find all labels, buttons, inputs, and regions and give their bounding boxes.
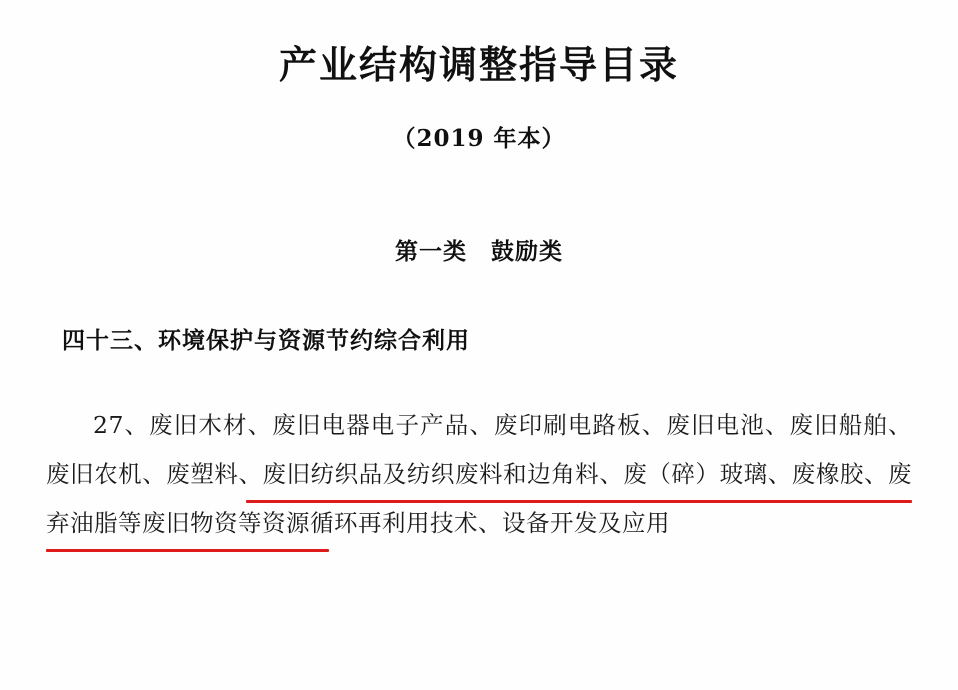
- category-name: 鼓励类: [491, 237, 563, 265]
- body-paragraph: 27、废旧木材、废旧电器电子产品、废印刷电路板、废旧电池、废旧船舶、废旧农机、废塑料、废旧纺织品及纺织废料和边角料、废（碎）玻璃、废橡胶、废弃油脂等废旧物资等资源循环再利用技术、设备开发及应用: [46, 410, 912, 537]
- body-block: [0, 355, 958, 548]
- category-line: [0, 153, 958, 266]
- red-underline-annotation-line2: [46, 549, 329, 552]
- section-heading: 四十三、环境保护与资源节约综合利用: [62, 326, 470, 354]
- red-underline-annotation-line1: [246, 500, 912, 503]
- page-title: 产业结构调整指导目录: [278, 42, 679, 87]
- document-edition-subtitle: （2019 年本）: [392, 124, 566, 152]
- category-label: 第一类: [395, 237, 467, 265]
